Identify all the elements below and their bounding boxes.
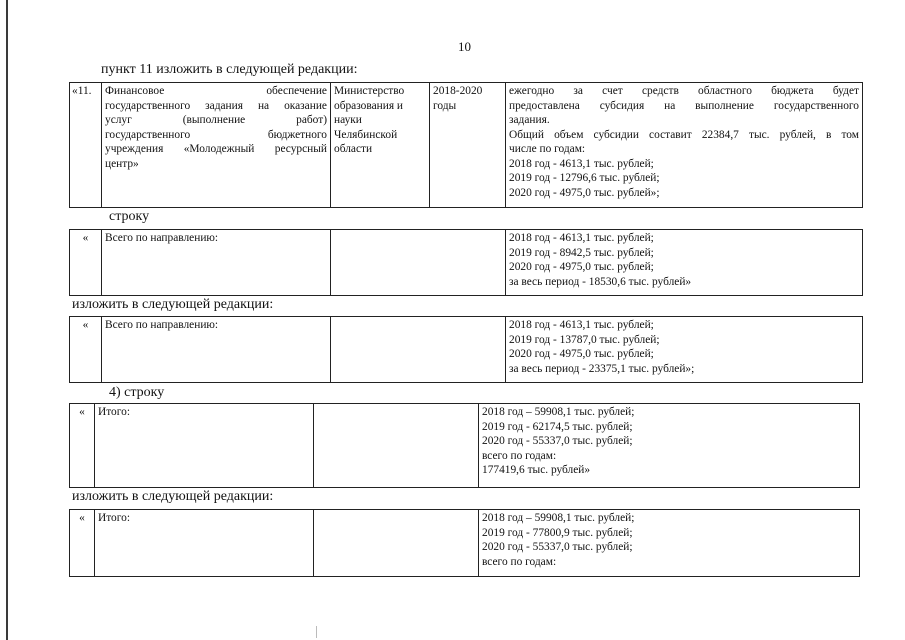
item11-period bbox=[430, 83, 506, 208]
page-left-edge bbox=[6, 0, 8, 640]
item11-name-line: учреждения «Молодежный ресурсный bbox=[105, 143, 327, 155]
scan-mark bbox=[316, 626, 317, 638]
item11-name-line: услуг (выполнение работ) bbox=[105, 114, 327, 126]
direction-old-label: Всего по направлению: bbox=[102, 230, 331, 296]
item11-ministry-line: науки bbox=[334, 114, 362, 126]
item11-name bbox=[102, 83, 331, 208]
item11-funding-line: предоставлена субсидия на выполнение государственного bbox=[509, 99, 859, 112]
direction-old-table bbox=[69, 229, 863, 296]
direction-old-line: 2018 год - 4613,1 тыс. рублей; bbox=[509, 232, 654, 244]
item11-name-line: Финансовое обеспечение bbox=[105, 85, 327, 97]
item11-funding-line: числе по годам: bbox=[509, 143, 586, 155]
total-new-line: 2019 год - 77800,9 тыс. рублей; bbox=[482, 526, 633, 539]
direction-new-label: Всего по направлению: bbox=[102, 317, 331, 383]
direction-old-row bbox=[70, 230, 863, 296]
total-new-line: всего по годам: bbox=[482, 555, 557, 568]
total-old-line: 177419,6 тыс. рублей» bbox=[482, 464, 591, 476]
label-edit-2: изложить в следующей редакции: bbox=[72, 489, 274, 504]
total-new-empty bbox=[314, 510, 479, 577]
total-old-table bbox=[69, 403, 860, 488]
direction-old-quote: « bbox=[70, 230, 102, 296]
item11-name-line: государственного задания на оказание bbox=[105, 99, 327, 112]
direction-old-values bbox=[506, 230, 863, 296]
total-new-values bbox=[479, 510, 860, 577]
direction-new-line: 2018 год - 4613,1 тыс. рублей; bbox=[509, 319, 654, 331]
total-old-line: 2018 год – 59908,1 тыс. рублей; bbox=[482, 406, 635, 418]
total-new-row bbox=[70, 510, 860, 577]
label-edit-1: изложить в следующей редакции: bbox=[72, 297, 274, 312]
item11-ministry-line: области bbox=[334, 143, 373, 155]
total-old-row bbox=[70, 404, 860, 488]
direction-old-empty bbox=[331, 230, 506, 296]
total-old-line: всего по годам: bbox=[482, 449, 557, 462]
item11-ministry-line: Челябинской bbox=[334, 128, 398, 141]
item11-funding-line: 2019 год - 12796,6 тыс. рублей; bbox=[509, 172, 660, 184]
direction-new-quote: « bbox=[70, 317, 102, 383]
item11-number: «11. bbox=[70, 83, 102, 208]
item11-name-line: государственного бюджетного bbox=[105, 128, 327, 141]
total-old-line: 2020 год - 55337,0 тыс. рублей; bbox=[482, 435, 633, 447]
total-new-quote: « bbox=[70, 510, 95, 577]
item11-funding-line: Общий объем субсидии составит 22384,7 тыс. рублей, в том bbox=[509, 128, 859, 141]
item11-table bbox=[69, 82, 863, 208]
total-old-quote: « bbox=[70, 404, 95, 488]
label-stroku: строку bbox=[109, 209, 150, 224]
direction-new-line: за весь период - 23375,1 тыс. рублей»; bbox=[509, 362, 695, 375]
label-4-stroku: 4) строку bbox=[109, 385, 165, 400]
item11-period-line: годы bbox=[433, 99, 457, 112]
total-old-values bbox=[479, 404, 860, 488]
total-new-line: 2020 год - 55337,0 тыс. рублей; bbox=[482, 541, 633, 553]
total-new-label: Итого: bbox=[95, 510, 314, 577]
page-number: 10 bbox=[458, 39, 471, 54]
total-old-empty bbox=[314, 404, 479, 488]
total-new-line: 2018 год – 59908,1 тыс. рублей; bbox=[482, 512, 635, 524]
direction-old-line: 2020 год - 4975,0 тыс. рублей; bbox=[509, 261, 654, 273]
item11-name-line: центр» bbox=[105, 157, 139, 170]
total-new-table bbox=[69, 509, 860, 577]
item11-ministry bbox=[331, 83, 430, 208]
direction-new-row bbox=[70, 317, 863, 383]
total-old-label: Итого: bbox=[95, 404, 314, 488]
item11-row bbox=[70, 83, 863, 208]
direction-new-line: 2019 год - 13787,0 тыс. рублей; bbox=[509, 333, 660, 346]
item11-ministry-line: образования и bbox=[334, 99, 404, 112]
intro-text: пункт 11 изложить в следующей редакции: bbox=[101, 62, 358, 77]
direction-new-values bbox=[506, 317, 863, 383]
direction-new-empty bbox=[331, 317, 506, 383]
total-old-line: 2019 год - 62174,5 тыс. рублей; bbox=[482, 420, 633, 433]
direction-old-line: 2019 год - 8942,5 тыс. рублей; bbox=[509, 246, 654, 259]
direction-new-table bbox=[69, 316, 863, 383]
item11-funding-line: 2018 год - 4613,1 тыс. рублей; bbox=[509, 157, 654, 170]
direction-new-line: 2020 год - 4975,0 тыс. рублей; bbox=[509, 348, 654, 360]
item11-period-line: 2018-2020 bbox=[433, 85, 483, 97]
item11-funding-line: 2020 год - 4975,0 тыс. рублей»; bbox=[509, 186, 660, 199]
item11-funding-line: ежегодно за счет средств областного бюджета будет bbox=[509, 85, 859, 97]
item11-funding bbox=[506, 83, 863, 208]
item11-funding-line: задания. bbox=[509, 114, 550, 126]
item11-ministry-line: Министерство bbox=[334, 85, 405, 97]
direction-old-line: за весь период - 18530,6 тыс. рублей» bbox=[509, 275, 692, 288]
